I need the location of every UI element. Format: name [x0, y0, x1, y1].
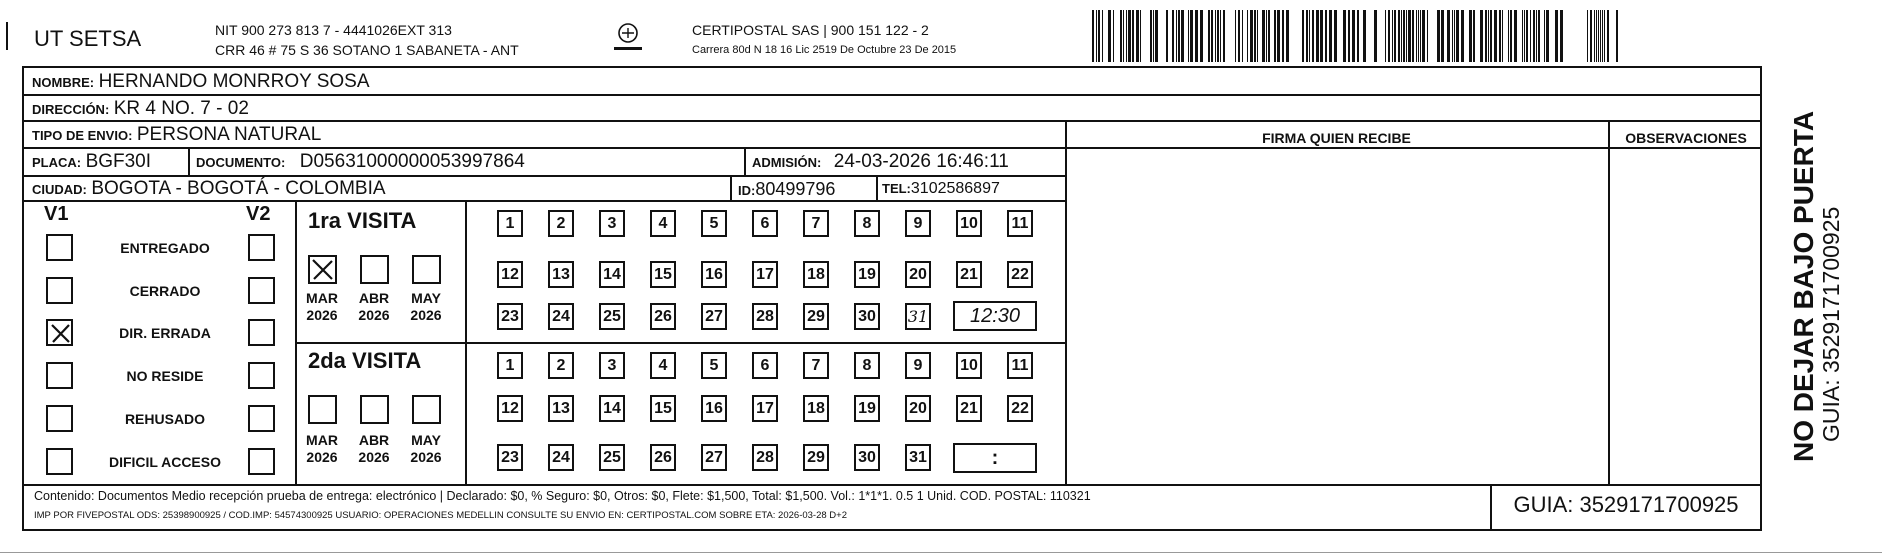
certipostal-line-1: CERTIPOSTAL SAS | 900 151 122 - 2 — [692, 22, 929, 38]
direccion-label: DIRECCIÓN: — [32, 102, 110, 117]
day-box[interactable]: 8 — [854, 210, 880, 237]
month-checkbox[interactable] — [412, 255, 441, 284]
day-box[interactable]: 31 — [905, 303, 931, 330]
day-box[interactable]: 10 — [956, 352, 982, 379]
id-label: ID: — [738, 183, 756, 198]
month-label: MAY 2026 — [410, 290, 442, 323]
documento-label: DOCUMENTO: — [196, 155, 286, 170]
day-box[interactable]: 28 — [752, 444, 778, 471]
firma-header: FIRMA QUIEN RECIBE — [1262, 130, 1411, 146]
side-warning: NO DEJAR BAJO PUERTA — [1788, 110, 1819, 462]
day-box[interactable]: 10 — [956, 210, 982, 237]
day-box[interactable]: 23 — [497, 444, 523, 471]
status-label: DIFICIL ACCESO — [108, 454, 221, 470]
day-box[interactable]: 25 — [599, 444, 625, 471]
tipo-envio-label: TIPO DE ENVIO: — [32, 128, 133, 143]
footer-content-line: Contenido: Documentos Medio recepción prueba de entrega: electrónico | Declarado: $0, % Seguro: $0, Otros: $0, Flete: $1,500, Total: $1,500. Vol.: 1*1*1. 0.5 1 Unid. COD. POSTAL: 110321 — [34, 489, 1091, 503]
visita2-title: 2da VISITA — [308, 348, 422, 373]
edge-mark — [6, 22, 8, 50]
day-box[interactable]: 26 — [650, 444, 676, 471]
day-box[interactable]: 14 — [599, 395, 625, 422]
status-v1-checkbox[interactable] — [46, 448, 73, 475]
observaciones-area[interactable] — [1612, 160, 1758, 475]
status-v1-checkbox[interactable] — [46, 277, 73, 304]
day-box[interactable]: 3 — [599, 352, 625, 379]
tipo-envio-value: PERSONA NATURAL — [136, 124, 322, 145]
tel-value: 3102586897 — [910, 180, 1000, 197]
day-box[interactable]: 21 — [956, 261, 982, 288]
side-guia: GUIA: 3529171700925 — [1818, 206, 1844, 442]
status-label: DIR. ERRADA — [119, 325, 211, 341]
placa-label: PLACA: — [32, 155, 82, 170]
day-box[interactable]: 19 — [854, 395, 880, 422]
status-v2-checkbox[interactable] — [248, 405, 275, 432]
direccion-row — [32, 98, 249, 120]
status-v2-checkbox[interactable] — [248, 319, 275, 346]
month-checkbox[interactable] — [412, 395, 441, 424]
day-box[interactable]: 12 — [497, 261, 523, 288]
month-label: ABR 2026 — [358, 290, 390, 323]
ciudad-row — [32, 178, 386, 200]
day-box[interactable]: 30 — [854, 444, 880, 471]
month-label: MAR 2026 — [306, 432, 338, 465]
day-box[interactable]: 24 — [548, 444, 574, 471]
status-v2-checkbox[interactable] — [248, 277, 275, 304]
footer-imp-line: IMP POR FIVEPOSTAL ODS: 25398900925 / COD.IMP: 54574300925 USUARIO: OPERACIONES MEDELLIN CONSULTE SU ENVIO EN: CERTIPOSTAL.COM SOBRE ETA: 2026-03-28 D+2 — [34, 510, 847, 521]
day-box[interactable]: 21 — [956, 395, 982, 422]
day-box[interactable]: 2 — [548, 210, 574, 237]
day-box[interactable]: 1 — [497, 210, 523, 237]
status-label: NO RESIDE — [126, 368, 204, 384]
day-box[interactable]: 6 — [752, 210, 778, 237]
day-box[interactable]: 29 — [803, 303, 829, 330]
day-box[interactable]: 24 — [548, 303, 574, 330]
nombre-row — [32, 71, 370, 93]
day-box[interactable]: 1 — [497, 352, 523, 379]
month-checkbox[interactable] — [308, 255, 337, 284]
status-v2-checkbox[interactable] — [248, 448, 275, 475]
cut-line — [0, 552, 1882, 553]
day-box[interactable]: 6 — [752, 352, 778, 379]
company-name: UT SETSA — [34, 26, 142, 51]
nit-line: NIT 900 273 813 7 - 4441026EXT 313 — [215, 22, 452, 38]
day-box[interactable]: 9 — [905, 210, 931, 237]
status-v2-checkbox[interactable] — [248, 234, 275, 261]
admision-value: 24-03-2026 16:46:11 — [833, 151, 1009, 172]
placa-row — [32, 151, 151, 173]
day-box[interactable]: 15 — [650, 395, 676, 422]
placa-value: BGF30I — [85, 151, 152, 172]
status-v1-checkbox[interactable] — [46, 405, 73, 432]
day-box[interactable]: 31 — [905, 444, 931, 471]
day-box[interactable]: 16 — [701, 261, 727, 288]
tipo-envio-row — [32, 124, 321, 146]
day-box[interactable]: 16 — [701, 395, 727, 422]
day-box[interactable]: 25 — [599, 303, 625, 330]
barcode — [1092, 10, 1626, 62]
day-box[interactable]: 28 — [752, 303, 778, 330]
day-box[interactable]: 13 — [548, 261, 574, 288]
day-box[interactable]: 27 — [701, 444, 727, 471]
day-box[interactable]: 20 — [905, 395, 931, 422]
status-v2-checkbox[interactable] — [248, 362, 275, 389]
month-checkbox[interactable] — [360, 255, 389, 284]
status-v1-checkbox[interactable] — [46, 362, 73, 389]
day-box[interactable]: 23 — [497, 303, 523, 330]
day-box[interactable]: 30 — [854, 303, 880, 330]
visita2-time-field[interactable]: : — [953, 443, 1037, 473]
documento-row — [196, 151, 525, 173]
day-box[interactable]: 29 — [803, 444, 829, 471]
documento-value: D05631000000053997864 — [299, 151, 525, 172]
day-box[interactable]: 13 — [548, 395, 574, 422]
day-box[interactable]: 11 — [1007, 352, 1033, 379]
day-box[interactable]: 18 — [803, 395, 829, 422]
direccion-value: KR 4 NO. 7 - 02 — [113, 98, 249, 119]
day-box[interactable]: 18 — [803, 261, 829, 288]
day-box[interactable]: 12 — [497, 395, 523, 422]
address-line: CRR 46 # 75 S 36 SOTANO 1 SABANETA - ANT — [215, 42, 519, 58]
month-label: MAY 2026 — [410, 432, 442, 465]
day-box[interactable]: 9 — [905, 352, 931, 379]
admision-row — [752, 151, 1009, 173]
day-box[interactable]: 4 — [650, 210, 676, 237]
month-label: MAR 2026 — [306, 290, 338, 323]
admision-label: ADMISIÓN: — [752, 155, 822, 170]
certipostal-line-2: Carrera 80d N 18 16 Lic 2519 De Octubre 23 De 2015 — [692, 44, 957, 56]
v2-header: V2 — [246, 203, 271, 225]
month-label: ABR 2026 — [358, 432, 390, 465]
id-value: 80499796 — [755, 179, 836, 199]
day-box[interactable]: 14 — [599, 261, 625, 288]
day-box[interactable]: 8 — [854, 352, 880, 379]
v1-header: V1 — [44, 203, 69, 225]
day-box[interactable]: 26 — [650, 303, 676, 330]
status-v1-checkbox[interactable] — [46, 319, 73, 346]
day-box[interactable]: 17 — [752, 261, 778, 288]
month-checkbox[interactable] — [360, 395, 389, 424]
day-box[interactable]: 3 — [599, 210, 625, 237]
firma-area[interactable] — [1075, 160, 1597, 475]
ciudad-value: BOGOTA - BOGOTÁ - COLOMBIA — [91, 178, 386, 199]
day-box[interactable]: 17 — [752, 395, 778, 422]
day-box[interactable]: 20 — [905, 261, 931, 288]
status-label: REHUSADO — [124, 411, 206, 427]
month-checkbox[interactable] — [308, 395, 337, 424]
visita1-time-field[interactable]: 12:30 — [953, 301, 1037, 331]
id-row — [738, 179, 835, 200]
observaciones-header: OBSERVACIONES — [1625, 130, 1747, 146]
footer-guia: GUIA: 3529171700925 — [1513, 492, 1739, 517]
tel-label: TEL: — [882, 181, 911, 196]
day-box[interactable]: 22 — [1007, 261, 1033, 288]
ciudad-label: CIUDAD: — [32, 182, 87, 197]
status-label: ENTREGADO — [120, 240, 210, 256]
day-box[interactable]: 11 — [1007, 210, 1033, 237]
day-box[interactable]: 7 — [803, 352, 829, 379]
nombre-label: NOMBRE: — [32, 75, 95, 90]
day-box[interactable]: 5 — [701, 210, 727, 237]
tel-row — [882, 180, 1000, 198]
visita1-title: 1ra VISITA — [308, 208, 417, 233]
nombre-value: HERNANDO MONRROY SOSA — [98, 71, 370, 92]
day-box[interactable]: 15 — [650, 261, 676, 288]
day-box[interactable]: 27 — [701, 303, 727, 330]
status-label: CERRADO — [129, 283, 201, 299]
day-box[interactable]: 19 — [854, 261, 880, 288]
status-v1-checkbox[interactable] — [46, 234, 73, 261]
day-box[interactable]: 22 — [1007, 395, 1033, 422]
day-box[interactable]: 2 — [548, 352, 574, 379]
day-box[interactable]: 7 — [803, 210, 829, 237]
day-box[interactable]: 5 — [701, 352, 727, 379]
certipostal-logo-icon — [608, 22, 648, 56]
day-box[interactable]: 4 — [650, 352, 676, 379]
